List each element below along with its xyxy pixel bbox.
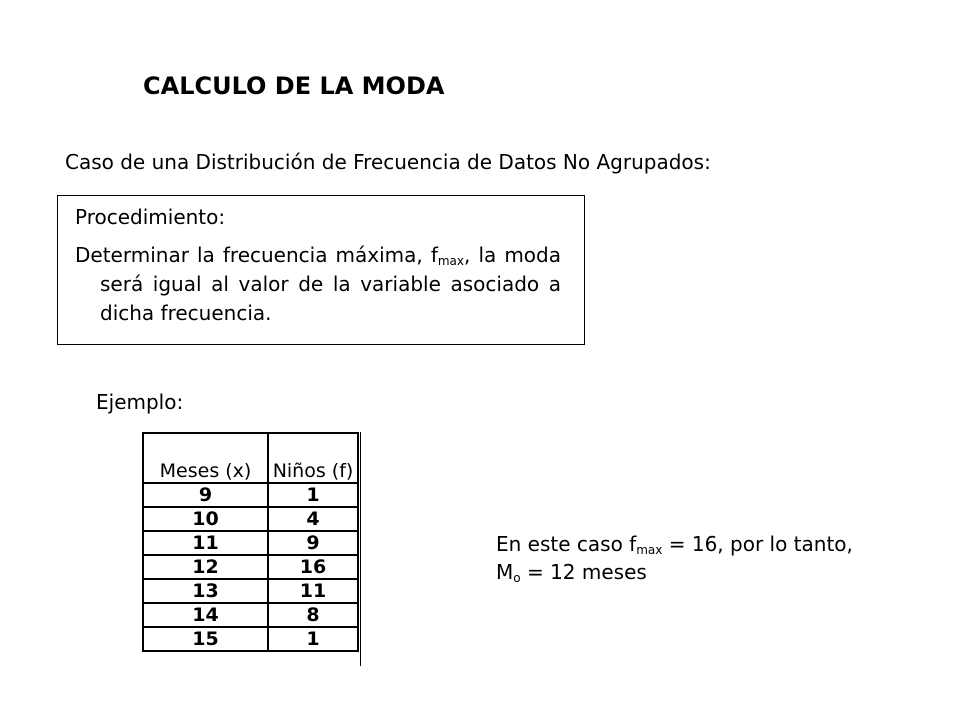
frequency-table <box>142 432 359 652</box>
cell-months: 11 <box>143 531 268 555</box>
header-children: Niños (f) <box>268 433 358 483</box>
result-text <box>496 530 853 586</box>
result-line-1-before: En este caso f <box>496 532 637 556</box>
table-row <box>143 531 358 555</box>
example-label: Ejemplo: <box>96 390 184 414</box>
result-line-2 <box>496 558 853 586</box>
procedure-text-after: , la moda será igual al valor de la variable asociado a dicha frecuencia. <box>100 243 561 325</box>
result-line-1 <box>496 530 853 558</box>
cell-months: 13 <box>143 579 268 603</box>
cell-children: 9 <box>268 531 358 555</box>
table-row <box>143 627 358 651</box>
cell-children: 8 <box>268 603 358 627</box>
procedure-text <box>75 241 561 328</box>
table-row <box>143 579 358 603</box>
procedure-subscript: max <box>437 254 465 268</box>
result-line-2-before: M <box>496 560 514 584</box>
procedure-box <box>57 195 585 345</box>
page-title: CALCULO DE LA MODA <box>143 72 445 100</box>
procedure-text-before: Determinar la frecuencia máxima, f <box>75 243 438 267</box>
procedure-heading: Procedimiento: <box>75 205 226 229</box>
cell-months: 14 <box>143 603 268 627</box>
table-row <box>143 507 358 531</box>
cell-children: 1 <box>268 627 358 651</box>
subtitle: Caso de una Distribución de Frecuencia de Datos No Agrupados: <box>65 150 711 174</box>
cell-months: 10 <box>143 507 268 531</box>
result-line-1-sub: max <box>636 543 663 557</box>
cell-children: 16 <box>268 555 358 579</box>
result-line-1-after: = 16, por lo tanto, <box>662 532 853 556</box>
result-line-2-after: = 12 meses <box>520 560 647 584</box>
table-header-row <box>143 433 358 483</box>
table-right-rule <box>360 432 361 666</box>
cell-children: 11 <box>268 579 358 603</box>
table-row <box>143 555 358 579</box>
cell-months: 9 <box>143 483 268 507</box>
cell-months: 12 <box>143 555 268 579</box>
result-line-2-sub: o <box>513 571 521 585</box>
cell-children: 1 <box>268 483 358 507</box>
cell-children: 4 <box>268 507 358 531</box>
table-row <box>143 483 358 507</box>
header-months: Meses (x) <box>143 433 268 483</box>
cell-months: 15 <box>143 627 268 651</box>
table-row <box>143 603 358 627</box>
